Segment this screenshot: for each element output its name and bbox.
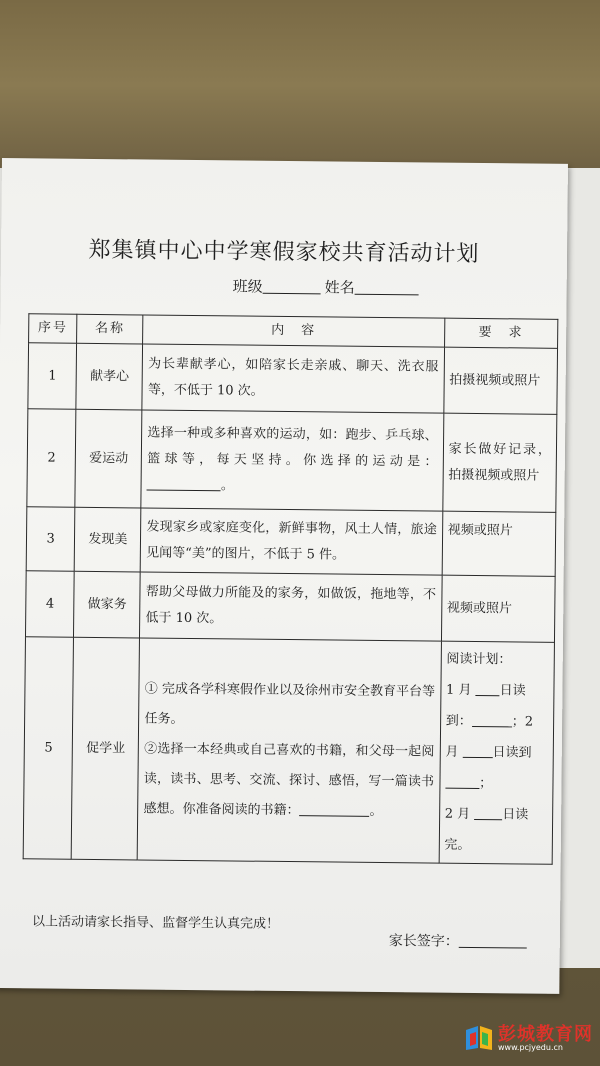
- header-content: 内 容: [143, 315, 445, 347]
- row-no: 5: [23, 637, 74, 859]
- study-item-1: ① 完成各学科寒假作业以及徐州市安全教育平台等任务。: [144, 681, 436, 727]
- row-content-text: 选择一种或多种喜欢的运动，如：跑步、乒乓球、篮球等，每天坚持。你选择的运动是：: [147, 425, 438, 470]
- plan-month-3: 2 月: [444, 806, 471, 822]
- table-row: [26, 507, 556, 577]
- row-name: 爱运动: [75, 409, 142, 508]
- book-logo-icon: [464, 1022, 494, 1052]
- row-no: 2: [27, 409, 76, 508]
- row-content-tail: 。: [220, 477, 235, 493]
- plan-sep: ；: [479, 776, 493, 792]
- plan-month-1: 1 月: [445, 682, 472, 698]
- class-label: 班级: [232, 277, 263, 296]
- row-name: 促学业: [72, 637, 140, 860]
- row-requirement: 拍摄视频或照片: [443, 347, 557, 414]
- class-name-line: [233, 275, 423, 298]
- header-requirement: 要 求: [444, 318, 558, 348]
- day-blank-2: [463, 745, 493, 758]
- reading-plan-line-2: [444, 799, 547, 862]
- name-label: 姓名: [324, 278, 355, 297]
- day-blank-3: [474, 807, 502, 820]
- class-blank: [263, 279, 321, 295]
- watermark-logo: [464, 1020, 594, 1058]
- reading-plan: [439, 641, 555, 864]
- row-requirement: 视频或照片: [442, 511, 556, 576]
- sport-blank: [147, 477, 221, 491]
- study-item-2-text: ②选择一本经典或自己喜欢的书籍，和父母一起阅读，读书、思考、交流、探讨、感悟，写一篇读书感想。你准备阅读的书籍：: [143, 741, 435, 818]
- row-content: [141, 410, 443, 511]
- row-content: [138, 638, 442, 863]
- reading-plan-line-1: [445, 675, 549, 800]
- plan-text-3: 日读完。: [444, 807, 529, 853]
- page-blank-1: [472, 714, 512, 727]
- row-content: 发现家乡或家庭变化，新鲜事物，风土人情，旅途见闻等“美”的图片，不低于 5 件。: [141, 508, 443, 575]
- row-requirement: 家长做好记录，拍摄视频或照片: [442, 413, 556, 512]
- row-name: 做家务: [74, 571, 141, 638]
- parent-signature: [389, 930, 527, 951]
- signature-blank: [459, 933, 527, 949]
- row-content: 帮助父母做力所能及的家务，如做饭，拖地等，不低于 10 次。: [140, 572, 442, 641]
- study-item-2: [143, 734, 434, 827]
- page-title: 郑集镇中心中学寒假家校共育活动计划: [88, 237, 480, 268]
- footer-note: 以上活动请家长指导、监督学生认真完成！: [31, 914, 280, 932]
- watermark-name: 彭城教育网: [498, 1024, 593, 1045]
- watermark-url: www.pcjyedu.cn: [498, 1043, 563, 1052]
- plan-month-2: ；2 月: [445, 714, 534, 760]
- row-no: 3: [26, 507, 75, 572]
- name-blank: [355, 280, 419, 296]
- book-blank: [299, 803, 369, 817]
- activity-table: [23, 313, 559, 865]
- reading-plan-title: 阅读计划：: [446, 651, 512, 668]
- day-blank-1: [476, 683, 500, 696]
- row-content: 为长辈献孝心，如陪家长走亲戚、聊天、洗衣服等，不低于 10 次。: [142, 344, 444, 413]
- row-name: 发现美: [75, 507, 142, 572]
- row-no: 1: [28, 343, 77, 410]
- row-name: 献孝心: [76, 343, 143, 410]
- table-row: [27, 409, 557, 513]
- table-row: [23, 637, 554, 865]
- row-no: 4: [25, 571, 74, 638]
- header-name: 名称: [77, 314, 143, 344]
- signature-label: 家长签字：: [388, 933, 459, 950]
- page-blank-2: [445, 776, 479, 789]
- plan-text-2: 日读到: [492, 745, 532, 761]
- plan-text-1: 日读到：: [445, 683, 526, 729]
- row-requirement: 视频或照片: [441, 575, 555, 642]
- document-page: [0, 158, 568, 994]
- table-row: [25, 571, 555, 643]
- header-no: 序号: [29, 314, 78, 344]
- study-item-2-tail: 。: [369, 803, 383, 819]
- table-row: [28, 343, 558, 415]
